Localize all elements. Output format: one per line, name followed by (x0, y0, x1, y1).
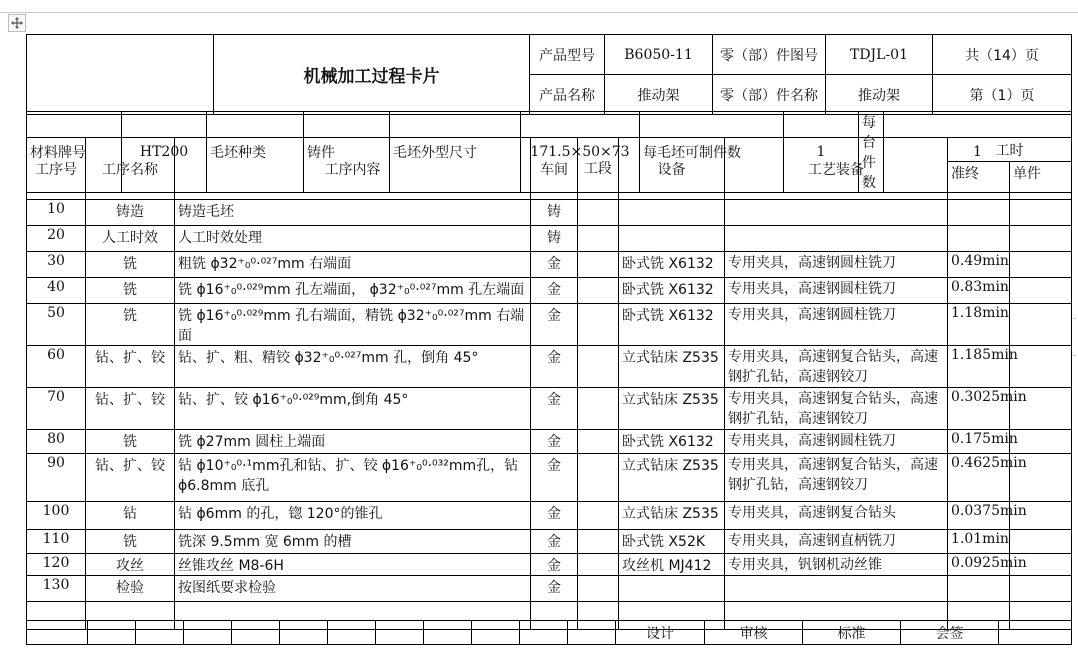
op-equipment: 卧式铣 X52K (619, 530, 725, 554)
op-tooling: 专用夹具，高速钢圆柱铣刀 (725, 252, 948, 278)
op-unit-time (1010, 304, 1072, 346)
op-tooling: 专用夹具，钒钢机动丝锥 (725, 554, 948, 576)
operations-table (26, 137, 1072, 630)
op-unit-time (1010, 346, 1072, 388)
col-op-no: 工序号 (27, 138, 86, 200)
op-prep-final-time: 0.0925min (948, 554, 1010, 576)
op-content: 铣 ϕ16⁺₀⁰·⁰²⁹mm 孔左端面， ϕ32⁺₀⁰·⁰²⁷mm 孔左端面 (175, 278, 531, 304)
op-unit-time (1010, 278, 1072, 304)
op-number: 110 (27, 530, 86, 554)
op-equipment: 立式钻床 Z535 (619, 454, 725, 502)
op-unit-time (1010, 430, 1072, 454)
op-equipment: 立式钻床 Z535 (619, 388, 725, 430)
op-equipment (619, 226, 725, 252)
table-row (27, 346, 1072, 388)
op-equipment: 立式钻床 Z535 (619, 346, 725, 388)
header-blank-cell (27, 35, 214, 115)
op-workshop: 金 (531, 530, 578, 554)
op-section (578, 200, 619, 226)
op-content: 钻 ϕ10⁺₀⁰·¹mm孔和钻、扩、铰 ϕ16⁺₀⁰·⁰³²mm孔，钻 ϕ6.8mm 底孔 (175, 454, 531, 502)
move-cross-icon (11, 17, 23, 29)
signoff-blank (424, 621, 472, 645)
col-prep-final: 准终 (948, 162, 1010, 200)
op-tooling: 专用夹具，高速钢复合钻头，高速钢扩孔钻，高速钢铰刀 (725, 454, 948, 502)
op-tooling: 专用夹具，高速钢复合钻头 (725, 502, 948, 530)
signoff-blank (136, 621, 184, 645)
table-row (27, 252, 1072, 278)
review-label: 审核 (705, 621, 803, 645)
op-name: 人工时效 (86, 226, 175, 252)
op-section (578, 454, 619, 502)
signoff-blank (88, 621, 136, 645)
op-number: 130 (27, 576, 86, 602)
col-section: 工段 (578, 138, 619, 200)
signoff-blank (999, 621, 1072, 645)
op-section (578, 346, 619, 388)
blank-type-label: 毛坯种类 (207, 112, 304, 193)
op-tooling (725, 576, 948, 602)
part-drawing-no-label: 零（部）件图号 (713, 35, 826, 75)
op-equipment: 立式钻床 Z535 (619, 502, 725, 530)
op-content: 铣 ϕ16⁺₀⁰·⁰²⁹mm 孔右端面，精铣 ϕ32⁺₀⁰·⁰²⁷mm 右端面 (175, 304, 531, 346)
op-workshop: 金 (531, 252, 578, 278)
op-prep-final-time: 0.49min (948, 252, 1010, 278)
op-unit-time (1010, 200, 1072, 226)
material-grade-value: HT200 (122, 112, 207, 193)
op-name: 铣 (86, 252, 175, 278)
op-name: 铣 (86, 430, 175, 454)
page-top-border (0, 12, 1078, 13)
op-unit-time (1010, 530, 1072, 554)
col-equipment: 设备 (619, 138, 725, 200)
table-row (27, 454, 1072, 502)
standard-label: 标准 (803, 621, 901, 645)
op-number: 90 (27, 454, 86, 502)
signoff-table (26, 620, 1072, 645)
op-number: 70 (27, 388, 86, 430)
op-content: 粗铣 ϕ32⁺₀⁰·⁰²⁷mm 右端面 (175, 252, 531, 278)
ruler-mark (1073, 355, 1076, 356)
op-number: 40 (27, 278, 86, 304)
op-section (578, 576, 619, 602)
op-workshop: 金 (531, 502, 578, 530)
col-time: 工时 (948, 138, 1072, 162)
product-model-value: B6050-11 (605, 35, 713, 75)
signoff-blank (520, 621, 568, 645)
op-prep-final-time: 0.3025min (948, 388, 1010, 430)
op-tooling: 专用夹具，高速钢圆柱铣刀 (725, 430, 948, 454)
part-drawing-no-value: TDJL-01 (826, 35, 933, 75)
op-section (578, 502, 619, 530)
op-name: 铣 (86, 278, 175, 304)
per-unit-value: 1 (884, 112, 1072, 193)
op-content: 钻 ϕ6mm 的孔，锪 120°的锥孔 (175, 502, 531, 530)
op-prep-final-time (948, 226, 1010, 252)
op-name: 铣 (86, 530, 175, 554)
op-workshop: 金 (531, 346, 578, 388)
op-tooling: 专用夹具，高速钢复合钻头，高速钢扩孔钻，高速钢铰刀 (725, 346, 948, 388)
op-workshop: 金 (531, 454, 578, 502)
op-workshop: 铸 (531, 200, 578, 226)
signoff-blank (376, 621, 424, 645)
op-equipment (619, 200, 725, 226)
col-op-name: 工序名称 (86, 138, 175, 200)
op-section (578, 304, 619, 346)
op-tooling (725, 200, 948, 226)
op-workshop: 金 (531, 304, 578, 346)
product-name-value: 推动架 (605, 75, 713, 115)
op-name: 钻、扩、铰 (86, 346, 175, 388)
part-name-value: 推动架 (826, 75, 933, 115)
op-workshop: 金 (531, 278, 578, 304)
table-row (27, 576, 1072, 602)
col-unit-time: 单件 (1010, 162, 1072, 200)
product-name-label: 产品名称 (530, 75, 605, 115)
op-workshop: 铸 (531, 226, 578, 252)
op-prep-final-time: 1.185min (948, 346, 1010, 388)
op-section (578, 388, 619, 430)
pieces-per-blank-value: 1 (784, 112, 859, 193)
op-section (578, 252, 619, 278)
op-name: 钻、扩、铰 (86, 454, 175, 502)
card-header-table (26, 34, 1072, 115)
op-prep-final-time (948, 200, 1010, 226)
op-number: 100 (27, 502, 86, 530)
signoff-blank (328, 621, 376, 645)
countersign-label: 会签 (901, 621, 999, 645)
op-content: 人工时效处理 (175, 226, 531, 252)
op-tooling: 专用夹具，高速钢复合钻头，高速钢扩孔钻，高速钢铰刀 (725, 388, 948, 430)
op-section (578, 226, 619, 252)
part-name-label: 零（部）件名称 (713, 75, 826, 115)
op-workshop: 金 (531, 430, 578, 454)
op-content: 铣深 9.5mm 宽 6mm 的槽 (175, 530, 531, 554)
op-section (578, 554, 619, 576)
product-model-label: 产品型号 (530, 35, 605, 75)
blank-type-value: 铸件 (304, 112, 390, 193)
op-workshop: 金 (531, 388, 578, 430)
op-content: 钻、扩、铰 ϕ16⁺₀⁰·⁰²⁹mm,倒角 45° (175, 388, 531, 430)
op-number: 50 (27, 304, 86, 346)
op-section (578, 430, 619, 454)
op-prep-final-time: 0.83min (948, 278, 1010, 304)
op-section (578, 278, 619, 304)
op-unit-time (1010, 226, 1072, 252)
op-number: 10 (27, 200, 86, 226)
table-row (27, 278, 1072, 304)
op-tooling: 专用夹具，高速钢圆柱铣刀 (725, 278, 948, 304)
signoff-blank (184, 621, 232, 645)
op-prep-final-time: 1.01min (948, 530, 1010, 554)
op-prep-final-time: 1.18min (948, 304, 1010, 346)
table-row (27, 430, 1072, 454)
op-tooling: 专用夹具，高速钢圆柱铣刀 (725, 304, 948, 346)
op-prep-final-time: 0.0375min (948, 502, 1010, 530)
op-tooling: 专用夹具，高速钢直柄铣刀 (725, 530, 948, 554)
op-workshop: 金 (531, 554, 578, 576)
blank-size-label: 毛坯外型尺寸 (390, 112, 521, 193)
op-content: 按图纸要求检验 (175, 576, 531, 602)
ruler-mark (1073, 318, 1076, 319)
table-row (27, 554, 1072, 576)
op-number: 60 (27, 346, 86, 388)
op-content: 钻、扩、粗、精铰 ϕ32⁺₀⁰·⁰²⁷mm 孔，倒角 45° (175, 346, 531, 388)
op-content: 铣 ϕ27mm 圆柱上端面 (175, 430, 531, 454)
table-row (27, 502, 1072, 530)
table-row (27, 388, 1072, 430)
signoff-blank (568, 621, 616, 645)
op-name: 铣 (86, 304, 175, 346)
col-content: 工序内容 (175, 138, 531, 200)
op-name: 钻、扩、铰 (86, 388, 175, 430)
op-equipment: 卧式铣 X6132 (619, 430, 725, 454)
signoff-blank (472, 621, 520, 645)
card-title: 机械加工过程卡片 (214, 35, 530, 115)
op-content: 丝锥攻丝 M8-6H (175, 554, 531, 576)
op-name: 铸造 (86, 200, 175, 226)
page-number: 第（1）页 (933, 75, 1072, 115)
op-unit-time (1010, 252, 1072, 278)
op-equipment (619, 576, 725, 602)
table-row (27, 226, 1072, 252)
op-prep-final-time (948, 576, 1010, 602)
op-equipment: 卧式铣 X6132 (619, 252, 725, 278)
op-number: 120 (27, 554, 86, 576)
op-name: 检验 (86, 576, 175, 602)
op-content: 铸造毛坯 (175, 200, 531, 226)
op-number: 20 (27, 226, 86, 252)
pieces-per-blank-label: 每毛坯可制件数 (640, 112, 784, 193)
blank-size-value: 171.5×50×73 (521, 112, 640, 193)
op-equipment: 攻丝机 MJ412 (619, 554, 725, 576)
design-label: 设计 (616, 621, 705, 645)
op-section (578, 530, 619, 554)
per-unit-label: 每台件数 (859, 112, 884, 193)
op-unit-time (1010, 576, 1072, 602)
op-number: 30 (27, 252, 86, 278)
signoff-blank (280, 621, 328, 645)
table-row (27, 304, 1072, 346)
op-number: 80 (27, 430, 86, 454)
total-pages: 共（14）页 (933, 35, 1072, 75)
op-equipment: 卧式铣 X6132 (619, 304, 725, 346)
op-tooling (725, 226, 948, 252)
table-move-handle[interactable] (8, 14, 26, 32)
op-prep-final-time: 0.175min (948, 430, 1010, 454)
op-prep-final-time: 0.4625min (948, 454, 1010, 502)
op-name: 钻 (86, 502, 175, 530)
material-grade-label: 材料牌号 (27, 112, 122, 193)
signoff-blank (232, 621, 280, 645)
op-equipment: 卧式铣 X6132 (619, 278, 725, 304)
table-row (27, 200, 1072, 226)
signoff-blank (27, 621, 88, 645)
op-workshop: 金 (531, 576, 578, 602)
table-row (27, 530, 1072, 554)
col-workshop: 车间 (531, 138, 578, 200)
op-name: 攻丝 (86, 554, 175, 576)
col-tooling: 工艺装备 (725, 138, 948, 200)
